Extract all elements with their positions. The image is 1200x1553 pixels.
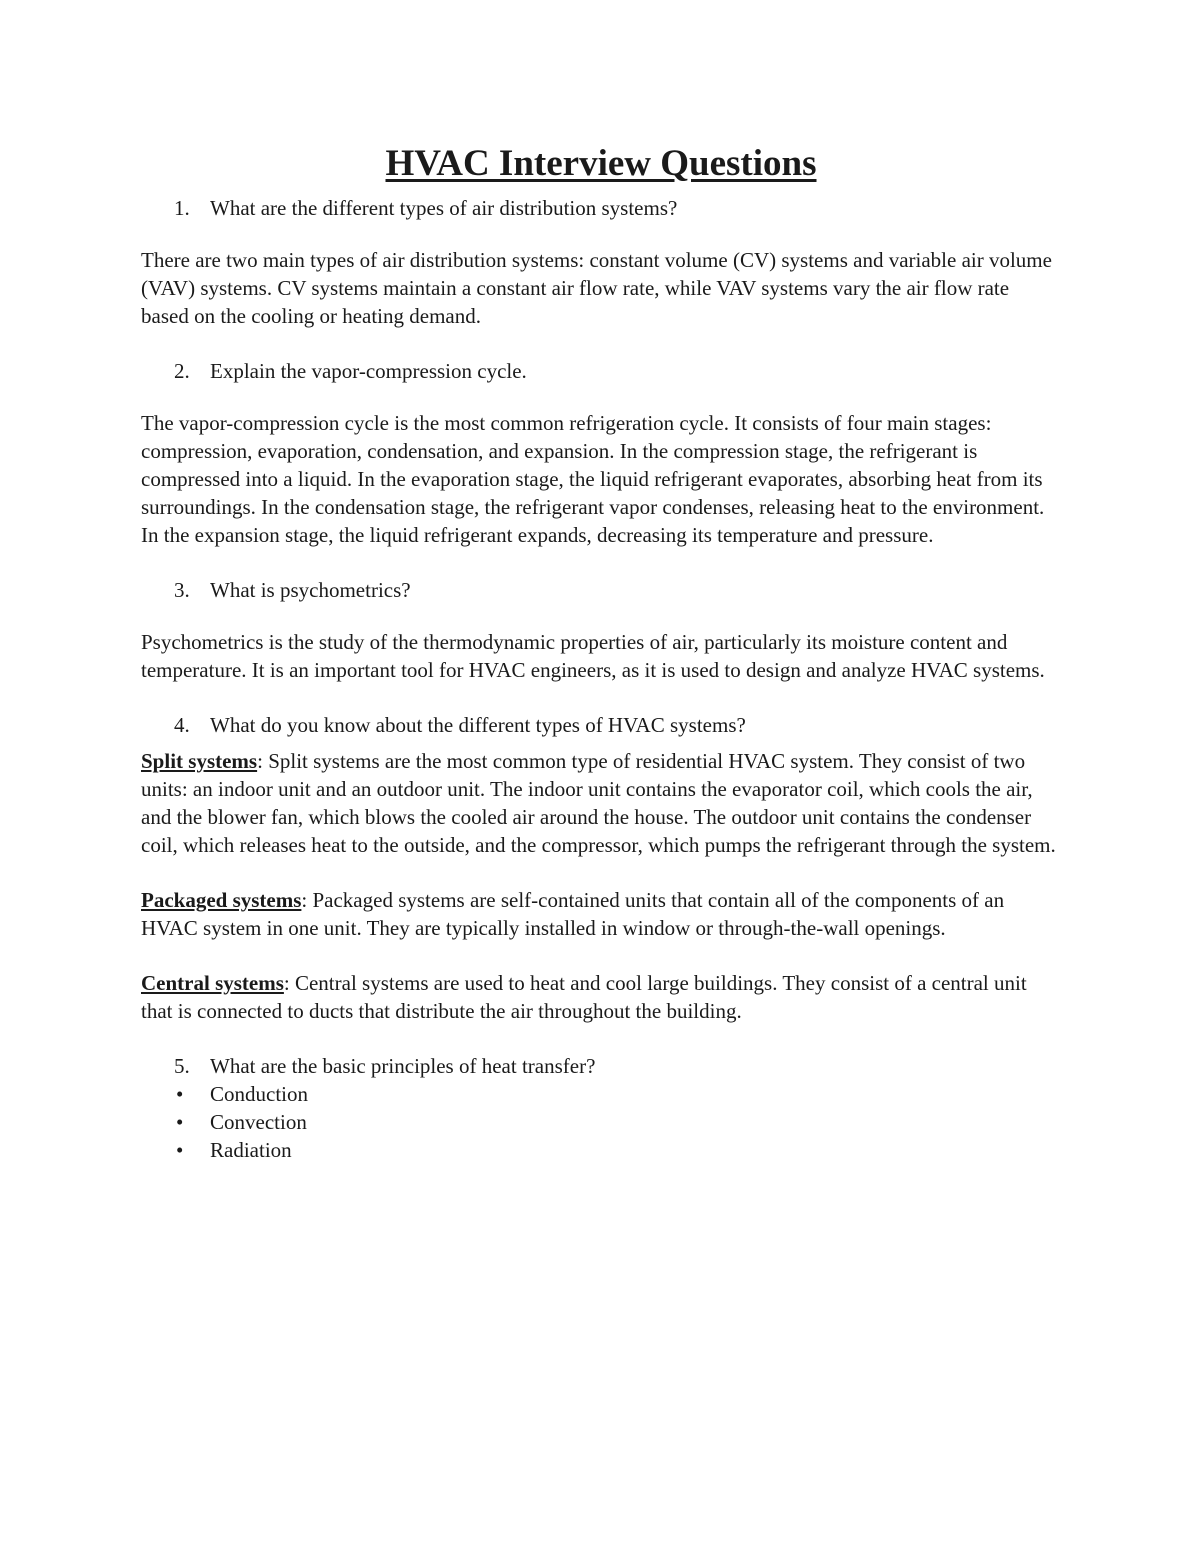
system-term: Packaged systems bbox=[141, 888, 302, 912]
answer-3: Psychometrics is the study of the thermodynamic properties of air, particularly its moisture content and temperature. It is an important tool for HVAC engineers, as it is used to design and analyze HVAC systems. bbox=[141, 630, 1045, 682]
bullet-text: Convection bbox=[210, 1110, 307, 1134]
question-text: What do you know about the different types of HVAC systems? bbox=[210, 713, 746, 737]
system-split bbox=[141, 747, 1061, 859]
question-number: 4. bbox=[174, 713, 190, 737]
system-description: : Central systems are used to heat and cool large buildings. They consist of a central unit that is connected to ducts that distribute the air throughout the building. bbox=[141, 971, 1027, 1023]
question-5 bbox=[141, 1052, 1061, 1080]
bullet-text: Radiation bbox=[210, 1138, 292, 1162]
system-packaged bbox=[141, 886, 1061, 942]
answer-2: The vapor-compression cycle is the most common refrigeration cycle. It consists of four main stages: compression, evaporation, condensation, and expansion. In the compression stage, the refrigerant is compressed into a liquid. In the evaporation stage, the liquid refrigerant evaporates, absorbing heat from its surroundings. In the condensation stage, the refrigerant vapor condenses, releasing heat to the environment. In the expansion stage, the liquid refrigerant expands, decreasing its temperature and pressure. bbox=[141, 411, 1045, 547]
question-number: 3. bbox=[174, 578, 190, 602]
question-4 bbox=[141, 711, 1061, 739]
system-description: : Packaged systems are self-contained units that contain all of the components of an HVAC system in one unit. They are typically installed in window or through-the-wall openings. bbox=[141, 888, 1005, 940]
question-3 bbox=[141, 576, 1061, 604]
bullet-icon: • bbox=[176, 1138, 184, 1162]
question-text: What are the different types of air distribution systems? bbox=[210, 196, 678, 220]
question-text: What is psychometrics? bbox=[210, 578, 411, 602]
system-central bbox=[141, 969, 1061, 1025]
question-number: 1. bbox=[174, 196, 190, 220]
answer-1: There are two main types of air distribution systems: constant volume (CV) systems and variable air volume (VAV) systems. CV systems maintain a constant air flow rate, while VAV systems vary the air flow rate based on the cooling or heating demand. bbox=[141, 248, 1052, 328]
question-2 bbox=[141, 357, 1061, 385]
system-description: : Split systems are the most common type of residential HVAC system. They consist of two units: an indoor unit and an outdoor unit. The indoor unit contains the evaporator coil, which cools the air, and the blower fan, which blows the cooled air around the house. The outdoor unit contains the condenser coil, which releases heat to the outside, and the compressor, which pumps the refrigerant through the system. bbox=[141, 749, 1056, 857]
bullet-icon: • bbox=[176, 1082, 184, 1106]
bullet-item bbox=[141, 1080, 1061, 1108]
question-number: 5. bbox=[174, 1054, 190, 1078]
bullet-icon: • bbox=[176, 1110, 184, 1134]
question-text: What are the basic principles of heat transfer? bbox=[210, 1054, 596, 1078]
system-term: Central systems bbox=[141, 971, 284, 995]
system-term: Split systems bbox=[141, 749, 258, 773]
bullet-item bbox=[141, 1136, 1061, 1164]
question-1 bbox=[141, 194, 1061, 222]
question-text: Explain the vapor-compression cycle. bbox=[210, 359, 527, 383]
bullet-text: Conduction bbox=[210, 1082, 308, 1106]
bullet-item bbox=[141, 1108, 1061, 1136]
question-number: 2. bbox=[174, 359, 190, 383]
document-title: HVAC Interview Questions bbox=[385, 143, 817, 184]
document-page bbox=[141, 140, 1061, 1164]
